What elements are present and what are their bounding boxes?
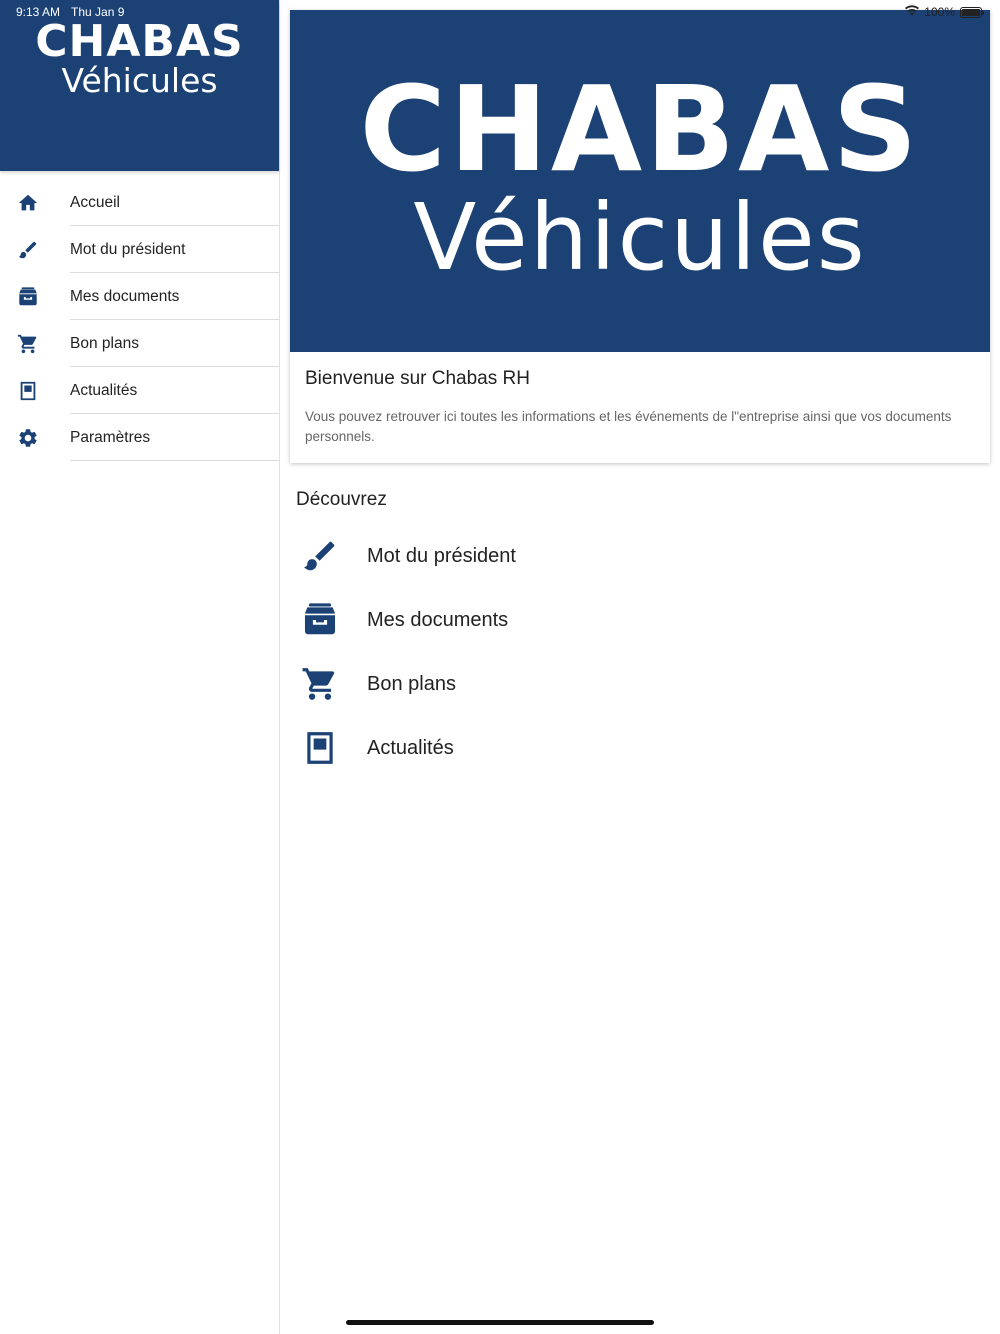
news-icon bbox=[0, 380, 70, 402]
welcome-text: Vous pouvez retrouver ici toutes les informations et les événements de l"entreprise ainsi que vos documents personnels. bbox=[305, 409, 952, 444]
sidebar-item-label: Actualités bbox=[70, 367, 279, 414]
sidebar-logo bbox=[0, 0, 279, 171]
home-indicator[interactable] bbox=[346, 1320, 654, 1325]
discover-title: Découvrez bbox=[296, 489, 387, 510]
brush-icon bbox=[290, 537, 367, 575]
sidebar-item-label: Mes documents bbox=[70, 273, 279, 320]
discover-item-label: Bon plans bbox=[367, 672, 456, 695]
status-time: 9:13 AM bbox=[16, 5, 61, 19]
sidebar-item-label: Bon plans bbox=[70, 320, 279, 367]
sidebar-item-mes-documents[interactable] bbox=[0, 273, 279, 320]
news-icon bbox=[290, 729, 367, 767]
home-icon bbox=[0, 192, 70, 214]
welcome-title: Bienvenue sur Chabas RH bbox=[305, 368, 530, 389]
cart-icon bbox=[0, 333, 70, 355]
discover-item-label: Actualités bbox=[367, 736, 454, 759]
archive-icon bbox=[0, 286, 70, 308]
sidebar-item-label: Paramètres bbox=[70, 414, 279, 461]
status-bar-right bbox=[905, 5, 982, 19]
sidebar-item-mot-du-president[interactable] bbox=[0, 226, 279, 273]
discover-item-label: Mot du président bbox=[367, 544, 516, 567]
sidebar bbox=[0, 0, 280, 1334]
status-date: Thu Jan 9 bbox=[71, 5, 125, 19]
battery-icon bbox=[960, 7, 982, 18]
discover-item-bon-plans[interactable] bbox=[290, 652, 990, 716]
discover-item-label: Mes documents bbox=[367, 608, 509, 631]
logo-name-bottom: Véhicules bbox=[61, 61, 218, 100]
sidebar-item-parametres[interactable] bbox=[0, 414, 279, 461]
cart-icon bbox=[290, 665, 367, 703]
discover-item-mot-du-president[interactable] bbox=[290, 524, 990, 588]
sidebar-item-label: Accueil bbox=[70, 179, 279, 226]
sidebar-nav bbox=[0, 179, 279, 461]
discover-list bbox=[290, 524, 990, 780]
discover-item-actualites[interactable] bbox=[290, 716, 990, 780]
brush-icon bbox=[0, 239, 70, 261]
battery-percent: 100% bbox=[924, 5, 955, 19]
sidebar-item-bon-plans[interactable] bbox=[0, 320, 279, 367]
welcome-card bbox=[290, 10, 990, 463]
banner-logo bbox=[290, 10, 990, 352]
wifi-icon bbox=[905, 5, 919, 19]
status-bar-left bbox=[16, 5, 124, 19]
sidebar-item-label: Mot du président bbox=[70, 226, 279, 273]
sidebar-item-actualites[interactable] bbox=[0, 367, 279, 414]
sidebar-item-accueil[interactable] bbox=[0, 179, 279, 226]
gear-icon bbox=[0, 427, 70, 449]
banner-name-top: CHABAS bbox=[359, 60, 921, 198]
archive-icon bbox=[290, 601, 367, 639]
banner-name-bottom: Véhicules bbox=[413, 184, 867, 291]
discover-item-mes-documents[interactable] bbox=[290, 588, 990, 652]
logo-name-top: CHABAS bbox=[35, 16, 244, 67]
